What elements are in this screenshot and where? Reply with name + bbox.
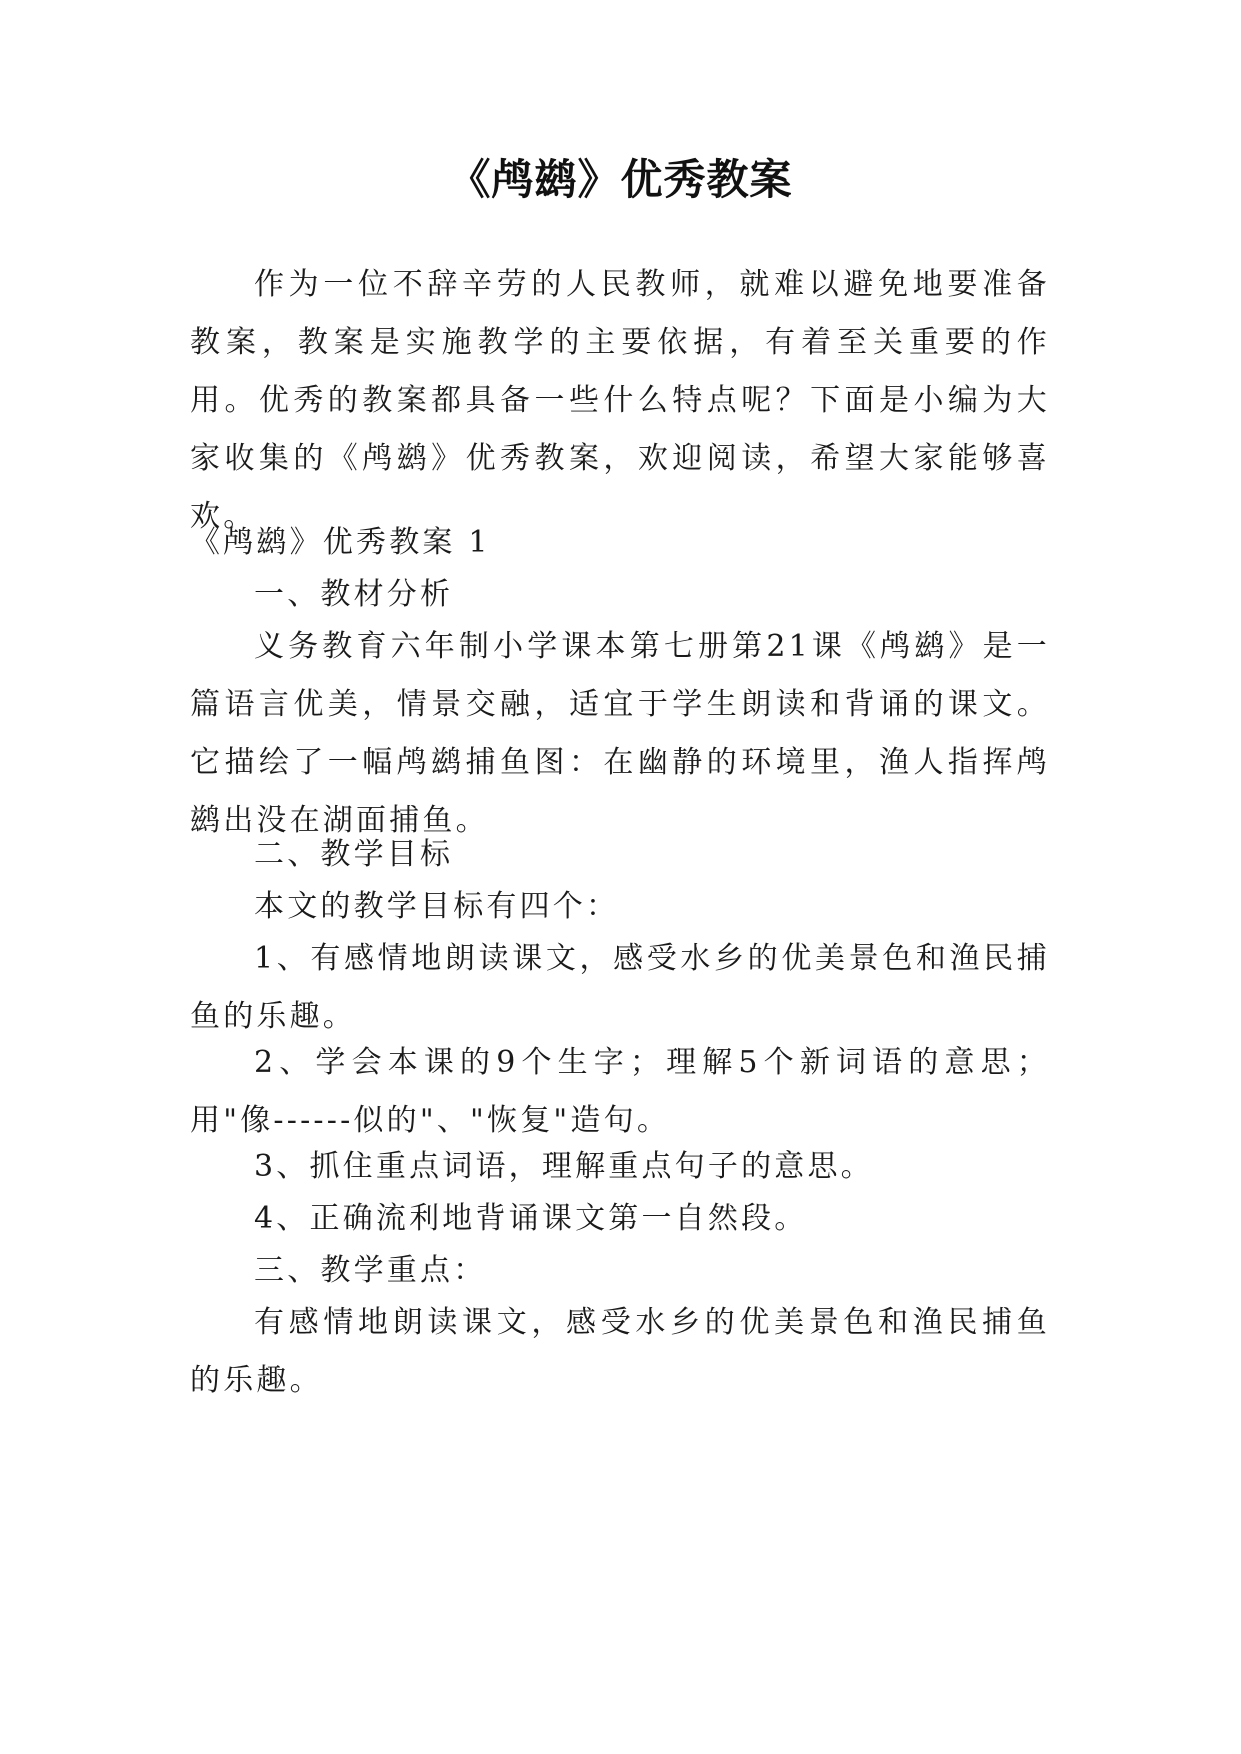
goal-item-3: 3、抓住重点词语，理解重点句子的意思。 [254,1149,874,1184]
teaching-material-body: 义务教育六年制小学课本第七册第21课《鸬鹚》是一篇语言优美，情景交融，适宜于学生朗读和背诵的课文。它描绘了一幅鸬鹚捕鱼图：在幽静的环境里，渔人指挥鸬鹚出没在湖面捕鱼。 [190,629,1050,838]
document-title: 《鸬鹚》优秀教案 [448,155,793,204]
teaching-goals-heading: 二、教学目标 [254,837,454,872]
teaching-goals-intro: 本文的教学目标有四个： [254,889,620,924]
teaching-material-heading: 一、教材分析 [254,577,454,612]
section-heading: 《鸬鹚》优秀教案 1 [190,525,491,560]
goal-item-2: 2、学会本课的9个生字；理解5个新词语的意思；用"像------似的"、"恢复"造句。 [190,1045,1050,1138]
goal-item-4: 4、正确流利地背诵课文第一自然段。 [254,1201,808,1236]
teaching-focus-body: 有感情地朗读课文，感受水乡的优美景色和渔民捕鱼的乐趣。 [190,1305,1050,1398]
teaching-focus-heading: 三、教学重点： [254,1253,487,1288]
intro-paragraph: 作为一位不辞辛劳的人民教师，就难以避免地要准备教案，教案是实施教学的主要依据，有着至关重要的作用。优秀的教案都具备一些什么特点呢？下面是小编为大家收集的《鸬鹚》优秀教案，欢迎阅读，希望大家能够喜欢。 [190,267,1050,534]
goal-item-1: 1、有感情地朗读课文，感受水乡的优美景色和渔民捕鱼的乐趣。 [190,941,1050,1034]
